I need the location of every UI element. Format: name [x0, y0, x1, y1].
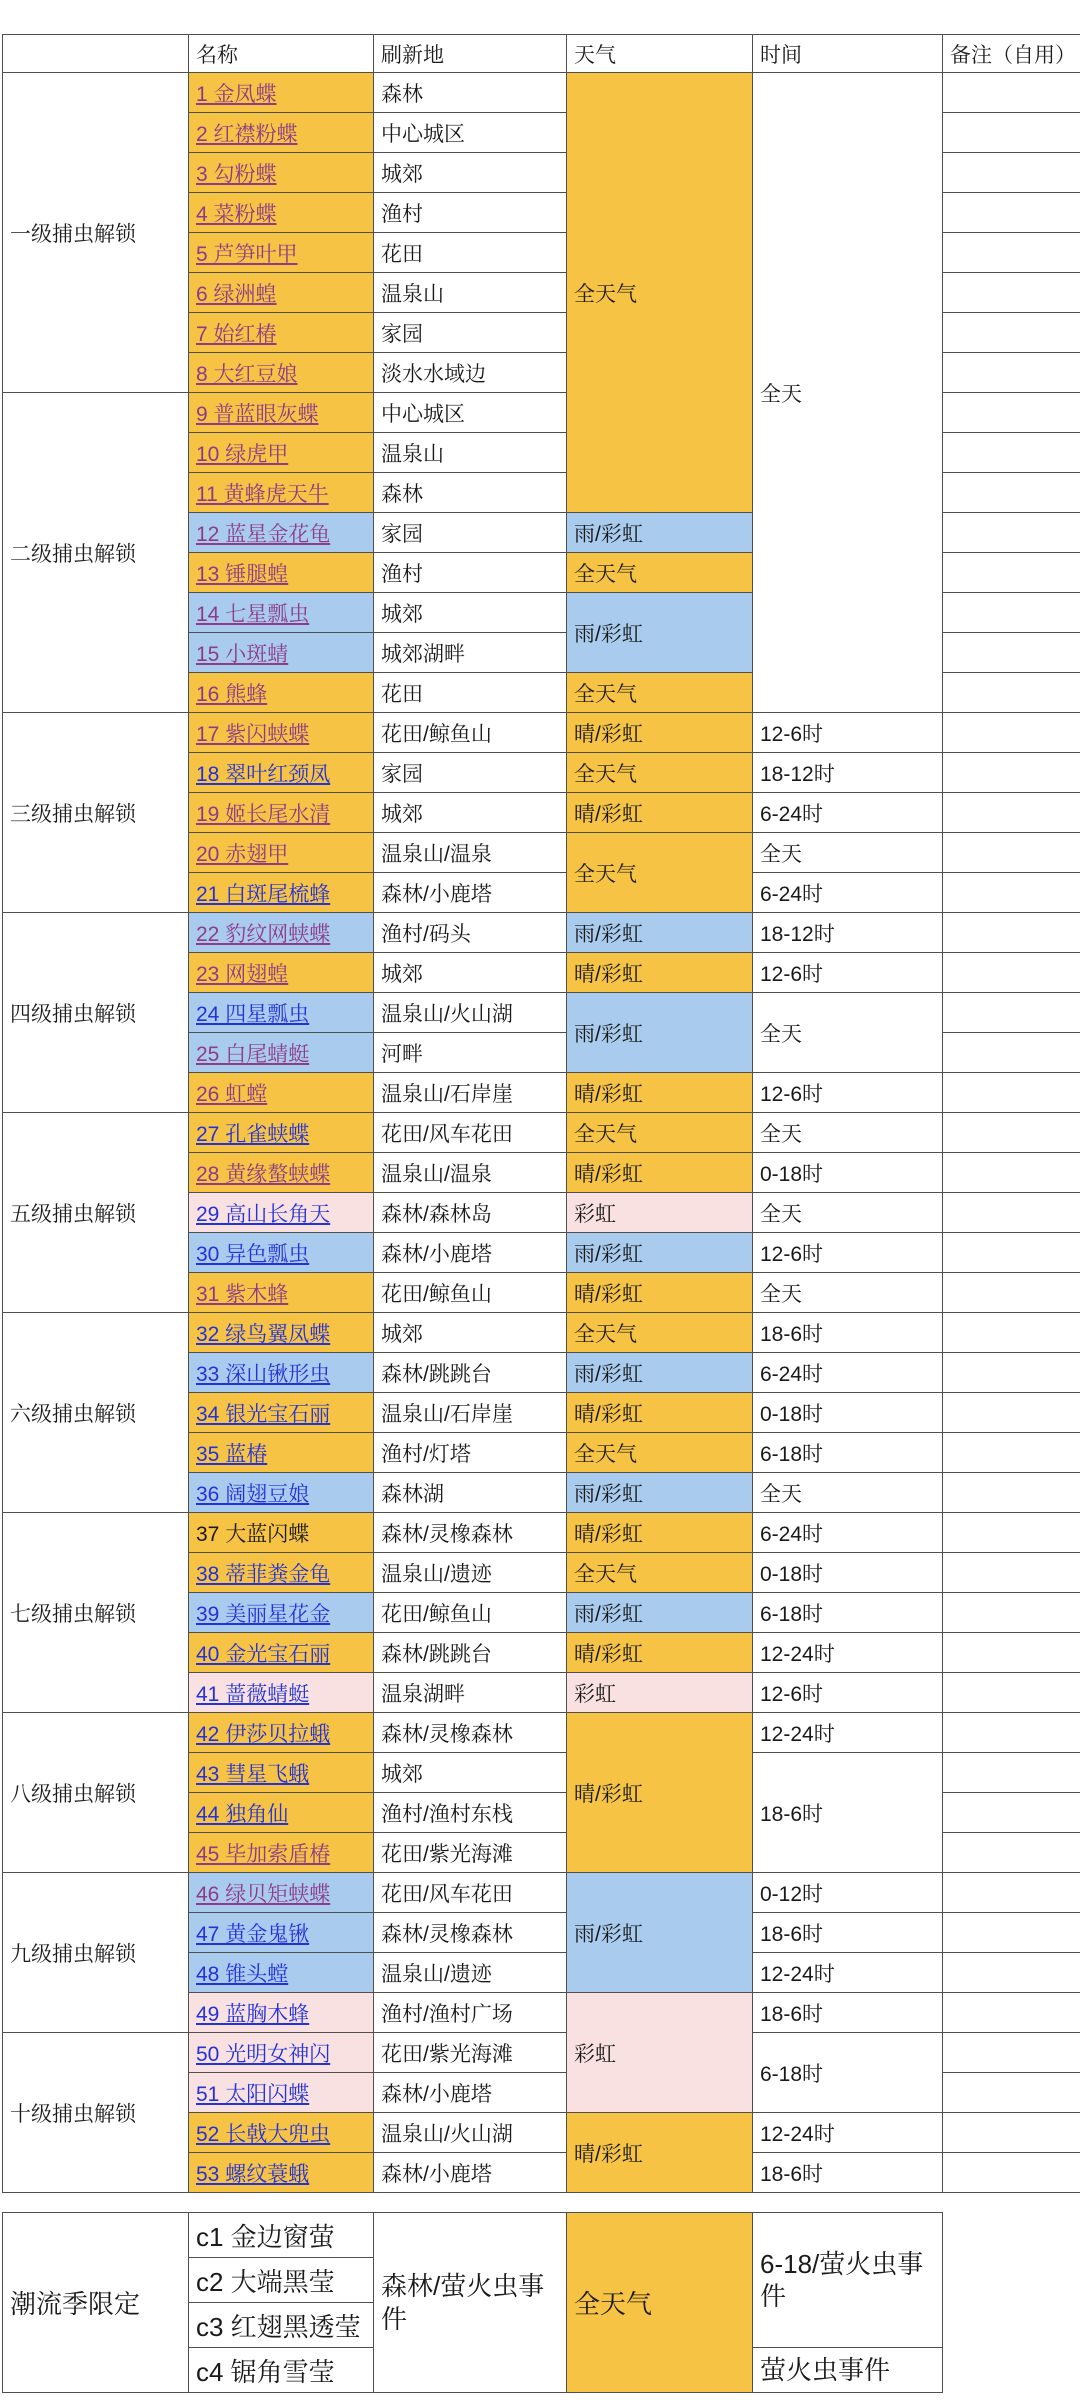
location-cell: 温泉山/遗迹	[373, 1552, 567, 1593]
insect-name-link[interactable]: 19 姬长尾水清	[188, 792, 374, 833]
note-cell	[942, 112, 1080, 153]
weather-cell: 全天气	[566, 552, 753, 593]
weather-cell: 全天气	[566, 1432, 753, 1473]
weather-cell: 全天气	[566, 672, 753, 713]
insect-name-link[interactable]: 20 赤翅甲	[188, 832, 374, 873]
insect-name-link[interactable]: 4 菜粉蝶	[188, 192, 374, 233]
note-cell	[942, 712, 1080, 753]
insect-name-link[interactable]: 44 独角仙	[188, 1792, 374, 1833]
location-cell: 温泉山/温泉	[373, 832, 567, 873]
location-cell: 温泉山/石岸崖	[373, 1072, 567, 1113]
note-cell	[942, 232, 1080, 273]
insect-name-link[interactable]: 35 蓝椿	[188, 1432, 374, 1473]
note-cell	[942, 432, 1080, 473]
note-cell	[942, 1112, 1080, 1153]
location-cell: 温泉山	[373, 272, 567, 313]
note-cell	[942, 352, 1080, 393]
note-cell	[942, 272, 1080, 313]
season-insect-name-cell: c3 红翅黑透莹	[188, 2302, 374, 2348]
weather-cell: 晴/彩虹	[566, 1392, 753, 1433]
insect-name-link[interactable]: 9 普蓝眼灰蝶	[188, 392, 374, 433]
insect-name-link[interactable]: 53 螺纹蓑蛾	[188, 2152, 374, 2193]
location-cell: 花田	[373, 232, 567, 273]
time-cell: 全天	[752, 1112, 943, 1153]
time-cell: 12-6时	[752, 1072, 943, 1113]
note-cell	[942, 832, 1080, 873]
insect-name-link[interactable]: 10 绿虎甲	[188, 432, 374, 473]
location-cell: 城郊	[373, 1752, 567, 1793]
insect-name-link[interactable]: 25 白尾蜻蜓	[188, 1032, 374, 1073]
location-cell: 温泉山/火山湖	[373, 2112, 567, 2153]
insect-name-link[interactable]: 2 红襟粉蝶	[188, 112, 374, 153]
insect-name-link[interactable]: 17 紫闪蛱蝶	[188, 712, 374, 753]
note-cell	[942, 1712, 1080, 1753]
time-cell: 18-12时	[752, 752, 943, 793]
insect-name-link[interactable]: 22 豹纹网蛱蝶	[188, 912, 374, 953]
location-cell: 城郊	[373, 592, 567, 633]
location-cell: 花田	[373, 672, 567, 713]
note-cell	[942, 912, 1080, 953]
insect-name-link[interactable]: 16 熊蜂	[188, 672, 374, 713]
location-cell: 温泉山/火山湖	[373, 992, 567, 1033]
time-cell: 12-6时	[752, 1672, 943, 1713]
note-cell	[942, 992, 1080, 1033]
time-cell: 0-18时	[752, 1392, 943, 1433]
time-cell: 12-24时	[752, 1712, 943, 1753]
location-cell: 森林	[373, 72, 567, 113]
note-cell	[942, 552, 1080, 593]
insect-name-link[interactable]: 51 太阳闪蝶	[188, 2072, 374, 2113]
note-cell	[942, 792, 1080, 833]
weather-cell: 雨/彩虹	[566, 992, 753, 1073]
time-cell: 18-6时	[752, 1912, 943, 1953]
note-cell	[942, 2152, 1080, 2193]
header-note: 备注（自用）	[942, 34, 1080, 73]
group-cell-level-3: 三级捕虫解锁	[2, 712, 189, 913]
note-cell	[942, 1432, 1080, 1473]
note-cell	[942, 2112, 1080, 2153]
weather-cell: 晴/彩虹	[566, 2112, 753, 2193]
note-cell	[942, 752, 1080, 793]
weather-cell: 晴/彩虹	[566, 952, 753, 993]
location-cell: 城郊	[373, 1312, 567, 1353]
weather-cell: 全天气	[566, 832, 753, 913]
time-cell: 0-18时	[752, 1552, 943, 1593]
time-cell: 6-24时	[752, 792, 943, 833]
location-cell: 温泉湖畔	[373, 1672, 567, 1713]
time-cell: 全天	[752, 832, 943, 873]
time-cell: 12-6时	[752, 952, 943, 993]
insect-name-link[interactable]: 33 深山锹形虫	[188, 1352, 374, 1393]
insect-name-link[interactable]: 28 黄缘螯蛱蝶	[188, 1152, 374, 1193]
insect-name-link[interactable]: 23 网翅蝗	[188, 952, 374, 993]
location-cell: 渔村/灯塔	[373, 1432, 567, 1473]
weather-cell: 晴/彩虹	[566, 1272, 753, 1313]
insect-name-link[interactable]: 32 绿鸟翼凤蝶	[188, 1312, 374, 1353]
time-cell: 18-6时	[752, 1312, 943, 1353]
season-insect-name-cell: c2 大端黑莹	[188, 2257, 374, 2303]
weather-cell: 全天气	[566, 1312, 753, 1353]
header-weather: 天气	[566, 34, 753, 73]
note-cell	[942, 1352, 1080, 1393]
note-cell	[942, 672, 1080, 713]
insect-name-link[interactable]: 36 阔翅豆娘	[188, 1472, 374, 1513]
location-cell: 森林/森林岛	[373, 1192, 567, 1233]
note-cell	[942, 1912, 1080, 1953]
insect-name-link[interactable]: 52 长戟大兜虫	[188, 2112, 374, 2153]
location-cell: 花田/鲸鱼山	[373, 712, 567, 753]
weather-cell: 晴/彩虹	[566, 1512, 753, 1553]
weather-cell: 雨/彩虹	[566, 1352, 753, 1393]
insect-name-link[interactable]: 18 翠叶红颈凤	[188, 752, 374, 793]
weather-cell: 晴/彩虹	[566, 1712, 753, 1873]
time-cell: 18-6时	[752, 1752, 943, 1873]
insect-name-link[interactable]: 13 锤腿蝗	[188, 552, 374, 593]
insect-name-link[interactable]: 40 金光宝石丽	[188, 1632, 374, 1673]
insect-name-link[interactable]: 5 芦笋叶甲	[188, 232, 374, 273]
note-cell	[942, 1192, 1080, 1233]
insect-name-link[interactable]: 26 虹螳	[188, 1072, 374, 1113]
insect-name-link[interactable]: 24 四星瓢虫	[188, 992, 374, 1033]
insect-name-link[interactable]: 21 白斑尾梳蜂	[188, 872, 374, 913]
note-cell	[942, 632, 1080, 673]
time-cell: 0-12时	[752, 1872, 943, 1913]
location-cell: 城郊湖畔	[373, 632, 567, 673]
insect-name-link[interactable]: 30 异色瓢虫	[188, 1232, 374, 1273]
time-cell: 全天	[752, 1472, 943, 1513]
insect-name-link[interactable]: 11 黄蜂虎天牛	[188, 472, 374, 513]
weather-cell: 彩虹	[566, 1672, 753, 1713]
location-cell: 河畔	[373, 1032, 567, 1073]
insect-name-link[interactable]: 14 七星瓢虫	[188, 592, 374, 633]
insect-name-link[interactable]: 46 绿贝矩蛱蝶	[188, 1872, 374, 1913]
location-cell: 淡水水域边	[373, 352, 567, 393]
note-cell	[942, 1952, 1080, 1993]
location-cell: 渔村/渔村广场	[373, 1992, 567, 2033]
note-cell	[942, 1312, 1080, 1353]
weather-cell: 雨/彩虹	[566, 512, 753, 553]
weather-cell: 全天气	[566, 72, 753, 513]
time-cell: 萤火虫事件	[752, 2347, 943, 2393]
note-cell	[942, 1632, 1080, 1673]
note-cell	[942, 2032, 1080, 2073]
note-cell	[942, 1152, 1080, 1193]
weather-cell: 雨/彩虹	[566, 1872, 753, 1993]
note-cell	[942, 1072, 1080, 1113]
insect-name-link[interactable]: 27 孔雀蛱蝶	[188, 1112, 374, 1153]
time-cell: 全天	[752, 992, 943, 1073]
location-cell: 森林/灵橡森林	[373, 1712, 567, 1753]
insect-name-link[interactable]: 3 勾粉蝶	[188, 152, 374, 193]
note-cell	[942, 872, 1080, 913]
time-cell: 18-6时	[752, 1992, 943, 2033]
header-group	[2, 34, 189, 73]
time-cell: 6-18时	[752, 1592, 943, 1633]
weather-cell: 雨/彩虹	[566, 592, 753, 673]
time-cell: 12-6时	[752, 712, 943, 753]
time-cell: 6-18时	[752, 2032, 943, 2113]
note-cell	[942, 592, 1080, 633]
group-cell-level-8: 八级捕虫解锁	[2, 1712, 189, 1873]
group-cell-level-6: 六级捕虫解锁	[2, 1312, 189, 1513]
location-cell: 花田/鲸鱼山	[373, 1592, 567, 1633]
location-cell: 温泉山/石岸崖	[373, 1392, 567, 1433]
weather-cell: 彩虹	[566, 1192, 753, 1233]
time-cell: 12-24时	[752, 2112, 943, 2153]
location-cell: 森林/小鹿塔	[373, 2152, 567, 2193]
location-cell: 城郊	[373, 152, 567, 193]
location-cell: 家园	[373, 312, 567, 353]
location-cell: 城郊	[373, 952, 567, 993]
weather-cell: 雨/彩虹	[566, 1472, 753, 1513]
insect-name-link[interactable]: 45 毕加索盾椿	[188, 1832, 374, 1873]
location-cell: 渔村	[373, 552, 567, 593]
location-cell: 渔村	[373, 192, 567, 233]
note-cell	[942, 1472, 1080, 1513]
group-cell-level-1: 一级捕虫解锁	[2, 72, 189, 393]
time-cell: 6-24时	[752, 872, 943, 913]
group-cell-level-10: 十级捕虫解锁	[2, 2032, 189, 2193]
season-insect-name-cell: c1 金边窗萤	[188, 2212, 374, 2258]
season-insect-name-cell: c4 锯角雪莹	[188, 2347, 374, 2393]
insect-name-link[interactable]: 47 黄金鬼锹	[188, 1912, 374, 1953]
note-cell	[942, 1272, 1080, 1313]
header-time: 时间	[752, 34, 943, 73]
insect-name-link[interactable]: 1 金凤蝶	[188, 72, 374, 113]
insect-name-link[interactable]: 50 光明女神闪	[188, 2032, 374, 2073]
note-cell	[942, 1592, 1080, 1633]
location-cell: 家园	[373, 512, 567, 553]
location-cell: 花田/风车花田	[373, 1872, 567, 1913]
weather-cell: 晴/彩虹	[566, 1072, 753, 1113]
location-cell: 中心城区	[373, 392, 567, 433]
weather-cell: 晴/彩虹	[566, 712, 753, 753]
insect-name-link[interactable]: 8 大红豆娘	[188, 352, 374, 393]
insect-name-link[interactable]: 15 小斑蜻	[188, 632, 374, 673]
location-cell: 森林	[373, 472, 567, 513]
weather-cell: 雨/彩虹	[566, 912, 753, 953]
note-cell	[942, 152, 1080, 193]
weather-cell: 全天气	[566, 752, 753, 793]
time-cell: 6-18时	[752, 1432, 943, 1473]
location-cell: 森林/萤火虫事件	[373, 2212, 567, 2393]
location-cell: 渔村/码头	[373, 912, 567, 953]
insect-name-link[interactable]: 34 银光宝石丽	[188, 1392, 374, 1433]
location-cell: 森林/灵橡森林	[373, 1912, 567, 1953]
weather-cell: 雨/彩虹	[566, 1232, 753, 1273]
time-cell: 12-6时	[752, 1232, 943, 1273]
weather-cell: 全天气	[566, 1112, 753, 1153]
location-cell: 渔村/渔村东栈	[373, 1792, 567, 1833]
note-cell	[942, 2072, 1080, 2113]
weather-cell: 全天气	[566, 1552, 753, 1593]
note-cell	[942, 1832, 1080, 1873]
insect-name-cell: 37 大蓝闪蝶	[188, 1512, 374, 1553]
time-cell: 6-24时	[752, 1512, 943, 1553]
weather-cell: 彩虹	[566, 1992, 753, 2113]
time-cell: 0-18时	[752, 1152, 943, 1193]
note-cell	[942, 1232, 1080, 1273]
time-cell: 全天	[752, 1192, 943, 1233]
note-cell	[942, 1552, 1080, 1593]
insect-name-link[interactable]: 38 蒂菲粪金龟	[188, 1552, 374, 1593]
note-cell	[942, 952, 1080, 993]
note-cell	[942, 72, 1080, 113]
note-cell	[942, 1992, 1080, 2033]
location-cell: 家园	[373, 752, 567, 793]
group-cell-level-9: 九级捕虫解锁	[2, 1872, 189, 2033]
note-cell	[942, 1872, 1080, 1913]
group-cell-level-2: 二级捕虫解锁	[2, 392, 189, 713]
note-cell	[942, 512, 1080, 553]
time-cell: 全天	[752, 1272, 943, 1313]
location-cell: 城郊	[373, 792, 567, 833]
weather-cell: 晴/彩虹	[566, 792, 753, 833]
note-cell	[942, 1752, 1080, 1793]
location-cell: 温泉山/遗迹	[373, 1952, 567, 1993]
time-cell: 12-24时	[752, 1952, 943, 1993]
time-cell: 6-18/萤火虫事件	[752, 2212, 943, 2348]
location-cell: 花田/鲸鱼山	[373, 1272, 567, 1313]
time-cell: 12-24时	[752, 1632, 943, 1673]
location-cell: 森林/小鹿塔	[373, 2072, 567, 2113]
group-cell-level-5: 五级捕虫解锁	[2, 1112, 189, 1313]
location-cell: 森林/跳跳台	[373, 1352, 567, 1393]
location-cell: 温泉山	[373, 432, 567, 473]
note-cell	[942, 1392, 1080, 1433]
insect-name-link[interactable]: 6 绿洲蝗	[188, 272, 374, 313]
note-cell	[942, 392, 1080, 433]
header-location: 刷新地	[373, 34, 567, 73]
location-cell: 花田/紫光海滩	[373, 1832, 567, 1873]
header-name: 名称	[188, 34, 374, 73]
insect-name-link[interactable]: 42 伊莎贝拉蛾	[188, 1712, 374, 1753]
group-cell-season: 潮流季限定	[2, 2212, 189, 2393]
insect-name-link[interactable]: 43 彗星飞蛾	[188, 1752, 374, 1793]
note-cell	[942, 312, 1080, 353]
location-cell: 花田/风车花田	[373, 1112, 567, 1153]
insect-name-link[interactable]: 12 蓝星金花龟	[188, 512, 374, 553]
note-cell	[942, 1792, 1080, 1833]
note-cell	[942, 1032, 1080, 1073]
location-cell: 温泉山/温泉	[373, 1152, 567, 1193]
time-cell: 6-24时	[752, 1352, 943, 1393]
insect-name-link[interactable]: 41 蔷薇蜻蜓	[188, 1672, 374, 1713]
weather-cell: 晴/彩虹	[566, 1632, 753, 1673]
group-cell-level-4: 四级捕虫解锁	[2, 912, 189, 1113]
time-cell: 18-12时	[752, 912, 943, 953]
insect-name-link[interactable]: 48 锥头螳	[188, 1952, 374, 1993]
weather-cell: 晴/彩虹	[566, 1152, 753, 1193]
location-cell: 森林/灵橡森林	[373, 1512, 567, 1553]
time-cell: 18-6时	[752, 2152, 943, 2193]
group-cell-level-7: 七级捕虫解锁	[2, 1512, 189, 1713]
weather-cell: 雨/彩虹	[566, 1592, 753, 1633]
location-cell: 森林/小鹿塔	[373, 872, 567, 913]
insect-name-link[interactable]: 39 美丽星花金	[188, 1592, 374, 1633]
location-cell: 花田/紫光海滩	[373, 2032, 567, 2073]
note-cell	[942, 1512, 1080, 1553]
note-cell	[942, 472, 1080, 513]
location-cell: 中心城区	[373, 112, 567, 153]
insect-name-link[interactable]: 49 蓝胸木蜂	[188, 1992, 374, 2033]
note-cell	[942, 192, 1080, 233]
location-cell: 森林/小鹿塔	[373, 1232, 567, 1273]
insect-name-link[interactable]: 7 始红椿	[188, 312, 374, 353]
location-cell: 森林湖	[373, 1472, 567, 1513]
time-cell: 全天	[752, 72, 943, 713]
insect-name-link[interactable]: 31 紫木蜂	[188, 1272, 374, 1313]
note-cell	[942, 1672, 1080, 1713]
weather-cell: 全天气	[566, 2212, 753, 2393]
location-cell: 森林/跳跳台	[373, 1632, 567, 1673]
insect-name-link[interactable]: 29 高山长角天	[188, 1192, 374, 1233]
